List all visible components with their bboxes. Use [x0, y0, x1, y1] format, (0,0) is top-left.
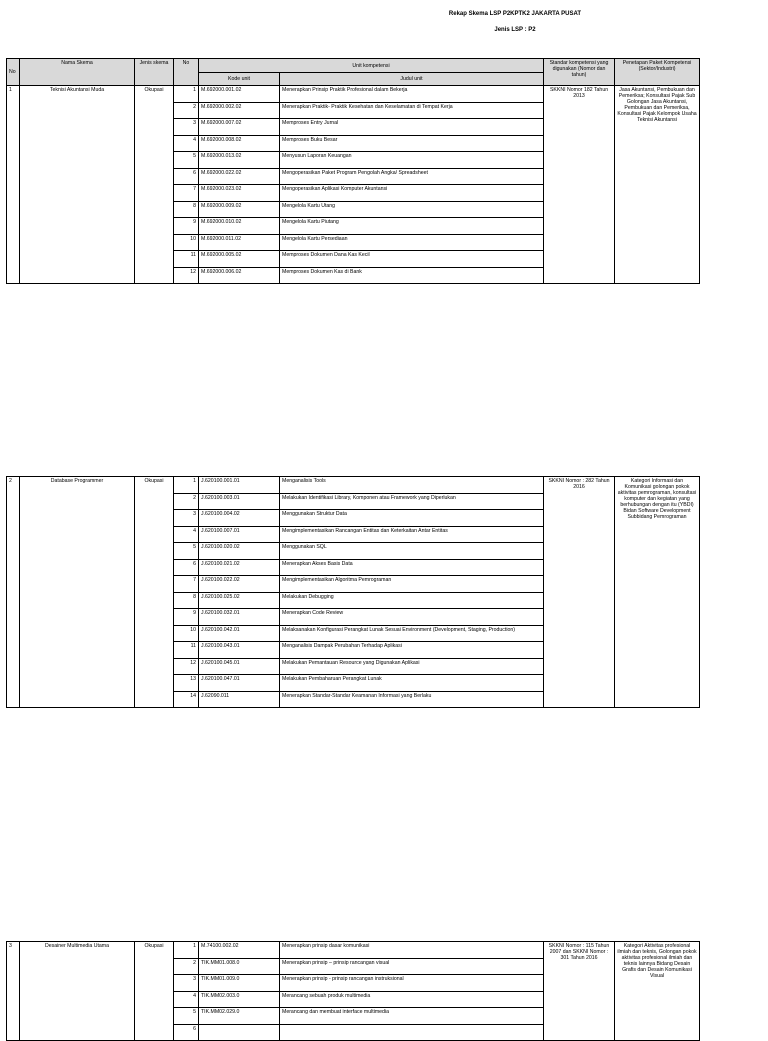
unit-title: Menerapkan Akses Basis Data: [280, 559, 544, 576]
document-subtitle: Jenis LSP : P2: [494, 27, 536, 33]
header-jenis-skema: Jenis skema: [135, 59, 174, 86]
unit-no: 10: [174, 625, 199, 642]
unit-code: TIK.MM02.003.0: [199, 991, 280, 1008]
unit-code: M.692000.005.02: [199, 251, 280, 268]
unit-no: 1: [174, 942, 199, 959]
unit-no: 11: [174, 251, 199, 268]
unit-title: Mengoperasikan Aplikasi Komputer Akuntansi: [280, 185, 544, 202]
unit-title: Menganalisis Dampak Perubahan Terhadap Aplikasi: [280, 642, 544, 659]
unit-title: Memproses Dokumen Kas di Bank: [280, 267, 544, 284]
unit-no: 5: [174, 152, 199, 169]
scheme-name: Desainer Multimedia Utama: [20, 942, 135, 1041]
unit-title: Melakukan Pemantauan Resource yang Digunakan Aplikasi: [280, 658, 544, 675]
unit-code: M.692000.007.02: [199, 119, 280, 136]
unit-code: J.620100.045.01: [199, 658, 280, 675]
unit-no: 7: [174, 576, 199, 593]
unit-title: Mengoperasikan Paket Program Pengolah Angka/ Spreadsheet: [280, 168, 544, 185]
unit-code: J.620100.003.01: [199, 493, 280, 510]
unit-no: 6: [174, 559, 199, 576]
unit-code: M.692000.022.02: [199, 168, 280, 185]
unit-title: Menggunakan Struktur Data: [280, 510, 544, 527]
unit-title: Menerapkan Praktik- Praktik Kesehatan dan Keselamatan di Tempat Kerja: [280, 102, 544, 119]
unit-title: Mengimplementasikan Rancangan Entitas dan Keterkaitan Antar Entitas: [280, 526, 544, 543]
table-row: [7, 86, 700, 103]
scheme-type: Okupasi: [135, 477, 174, 708]
unit-no: 5: [174, 1008, 199, 1025]
unit-title: Menerapkan prinsip - prinsip rancangan instruksional: [280, 975, 544, 992]
scheme-table-2: [6, 476, 700, 708]
unit-title: Menerapkan prinsip – prinsip rancangan visual: [280, 958, 544, 975]
scheme-standard: SKKNI Nomor : 282 Tahun 2016: [544, 477, 615, 708]
unit-code: M.692000.023.02: [199, 185, 280, 202]
unit-no: 14: [174, 691, 199, 708]
unit-no: 6: [174, 1024, 199, 1041]
unit-code: M.692000.008.02: [199, 135, 280, 152]
unit-no: 9: [174, 609, 199, 626]
unit-code: J.620100.001.01: [199, 477, 280, 494]
unit-no: 1: [174, 86, 199, 103]
unit-code: J.620100.025.02: [199, 592, 280, 609]
unit-code: M.692000.002.02: [199, 102, 280, 119]
unit-title: Menggunakan SQL: [280, 543, 544, 560]
unit-title: Mengelola Kartu Utang: [280, 201, 544, 218]
unit-code: M.692000.001.02: [199, 86, 280, 103]
unit-title: Menganalisis Tools: [280, 477, 544, 494]
unit-no: 2: [174, 493, 199, 510]
unit-no: 3: [174, 510, 199, 527]
unit-code: [199, 1024, 280, 1041]
unit-code: J.620100.022.02: [199, 576, 280, 593]
unit-title: Melaksanakan Konfigurasi Perangkat Lunak Sesuai Environment (Development, Staging, Production): [280, 625, 544, 642]
header-unit-kompetensi: Unit kompetensi: [199, 59, 544, 73]
unit-code: M.692000.006.02: [199, 267, 280, 284]
header-penetapan: Penetapan Paket Kompetensi (Sektor/Industri): [615, 59, 700, 86]
unit-title: Memproses Entry Jurnal: [280, 119, 544, 136]
unit-no: 9: [174, 218, 199, 235]
unit-no: 6: [174, 168, 199, 185]
unit-title: Merancang sebuah produk multimedia: [280, 991, 544, 1008]
scheme-table-3: [6, 941, 700, 1041]
unit-code: J.62090.011: [199, 691, 280, 708]
scheme-table-1: [6, 58, 700, 284]
scheme-no: 2: [7, 477, 20, 708]
unit-code: M.692000.011.02: [199, 234, 280, 251]
scheme-packet: Kategori Aktivitas profesional ilmiah dan teknis, Golongan pokok aktivitas profesional ilmiah dan teknis lainnya Bidang Desain Grafis dan Desain Komunikasi Visual: [615, 942, 700, 1041]
table-row: [7, 477, 700, 494]
page-gap: [0, 284, 768, 474]
unit-title: Mengelola Kartu Persediaan: [280, 234, 544, 251]
scheme-name: Teknisi Akuntansi Muda: [20, 86, 135, 284]
unit-no: 13: [174, 675, 199, 692]
scheme-standard: SKKNI Nomor : 115 Tahun 2007 dan SKKNI Nomor : 301 Tahun 2016: [544, 942, 615, 1041]
scheme-name: Database Programmer: [20, 477, 135, 708]
unit-no: 2: [174, 958, 199, 975]
unit-title: [280, 1024, 544, 1041]
unit-title: Melakukan Debugging: [280, 592, 544, 609]
scheme-standard: SKKNI Nomor 182 Tahun 2013: [544, 86, 615, 284]
unit-code: M.692000.009.02: [199, 201, 280, 218]
document-title: Rekap Skema LSP P2KPTK2 JAKARTA PUSAT: [448, 11, 582, 17]
unit-code: TIK.MM02.029.0: [199, 1008, 280, 1025]
unit-title: Menerapkan Code Review: [280, 609, 544, 626]
scheme-type: Okupasi: [135, 942, 174, 1041]
unit-code: J.620100.007.01: [199, 526, 280, 543]
unit-no: 1: [174, 477, 199, 494]
unit-title: Melakukan Identifikasi Library, Komponen atau Framework yang Diperlukan: [280, 493, 544, 510]
unit-code: TIK.MM01.009.0: [199, 975, 280, 992]
unit-title: Melakukan Pembaharuan Perangkat Lunak: [280, 675, 544, 692]
unit-code: J.620100.043.01: [199, 642, 280, 659]
unit-title: Mengelola Kartu Piutang: [280, 218, 544, 235]
unit-no: 7: [174, 185, 199, 202]
unit-no: 4: [174, 991, 199, 1008]
unit-code: M.692000.013.02: [199, 152, 280, 169]
unit-title: Mengimplementasikan Algoritma Pemrograman: [280, 576, 544, 593]
header-kode-unit: Kode unit: [199, 73, 280, 86]
header-no: No: [7, 59, 20, 86]
unit-no: 3: [174, 975, 199, 992]
scheme-no: 3: [7, 942, 20, 1041]
unit-no: 8: [174, 201, 199, 218]
header-standar: Standar kompetensi yang digunakan (Nomor dan tahun): [544, 59, 615, 86]
unit-no: 8: [174, 592, 199, 609]
unit-title: Menerapkan prinsip dasar komunikasi: [280, 942, 544, 959]
unit-no: 11: [174, 642, 199, 659]
unit-no: 12: [174, 267, 199, 284]
unit-code: M.74100.002.02: [199, 942, 280, 959]
unit-code: J.620100.020.02: [199, 543, 280, 560]
unit-title: Memproses Buku Besar: [280, 135, 544, 152]
header-nama-skema: Nama Skema: [20, 59, 135, 86]
unit-code: M.692000.010.02: [199, 218, 280, 235]
unit-code: J.620100.004.02: [199, 510, 280, 527]
unit-code: J.620100.021.02: [199, 559, 280, 576]
table-row: [7, 942, 700, 959]
unit-no: 4: [174, 135, 199, 152]
scheme-packet: Jasa Akuntansi, Pembukuan dan Pemeriksa; Konsultasi Pajak Sub Golongan Jasa Akuntansi, Pembukuan dan Pemeriksa, Konsultasi Pajak Kelompok Usaha Teknisi Akuntansi: [615, 86, 700, 284]
unit-title: Merancang dan membuat interface multimedia: [280, 1008, 544, 1025]
unit-no: 3: [174, 119, 199, 136]
header-judul-unit: Judul unit: [280, 73, 544, 86]
unit-no: 10: [174, 234, 199, 251]
unit-title: Menerapkan Standar-Standar Keamanan Informasi yang Berlaku: [280, 691, 544, 708]
unit-title: Menerapkan Prinsip Praktik Profesional dalam Bekerja: [280, 86, 544, 103]
unit-code: TIK.MM01.008.0: [199, 958, 280, 975]
scheme-type: Okupasi: [135, 86, 174, 284]
unit-title: Menyusun Laporan Keuangan: [280, 152, 544, 169]
unit-code: J.620100.032.01: [199, 609, 280, 626]
unit-no: 2: [174, 102, 199, 119]
unit-code: J.620100.042.01: [199, 625, 280, 642]
scheme-packet: Kategori Informasi dan Komunikasi golongan pokok aktivitas pemrograman, konsultasi komputer dan kegiatan yang berhubungan dengan itu (YBDI) Bidan Software Development Subbidang Pemrograman: [615, 477, 700, 708]
header-no-unit: No: [174, 59, 199, 86]
unit-no: 5: [174, 543, 199, 560]
unit-no: 12: [174, 658, 199, 675]
unit-title: Memproses Dokumen Dana Kas Kecil: [280, 251, 544, 268]
scheme-no: 1: [7, 86, 20, 284]
unit-code: J.620100.047.01: [199, 675, 280, 692]
unit-no: 4: [174, 526, 199, 543]
